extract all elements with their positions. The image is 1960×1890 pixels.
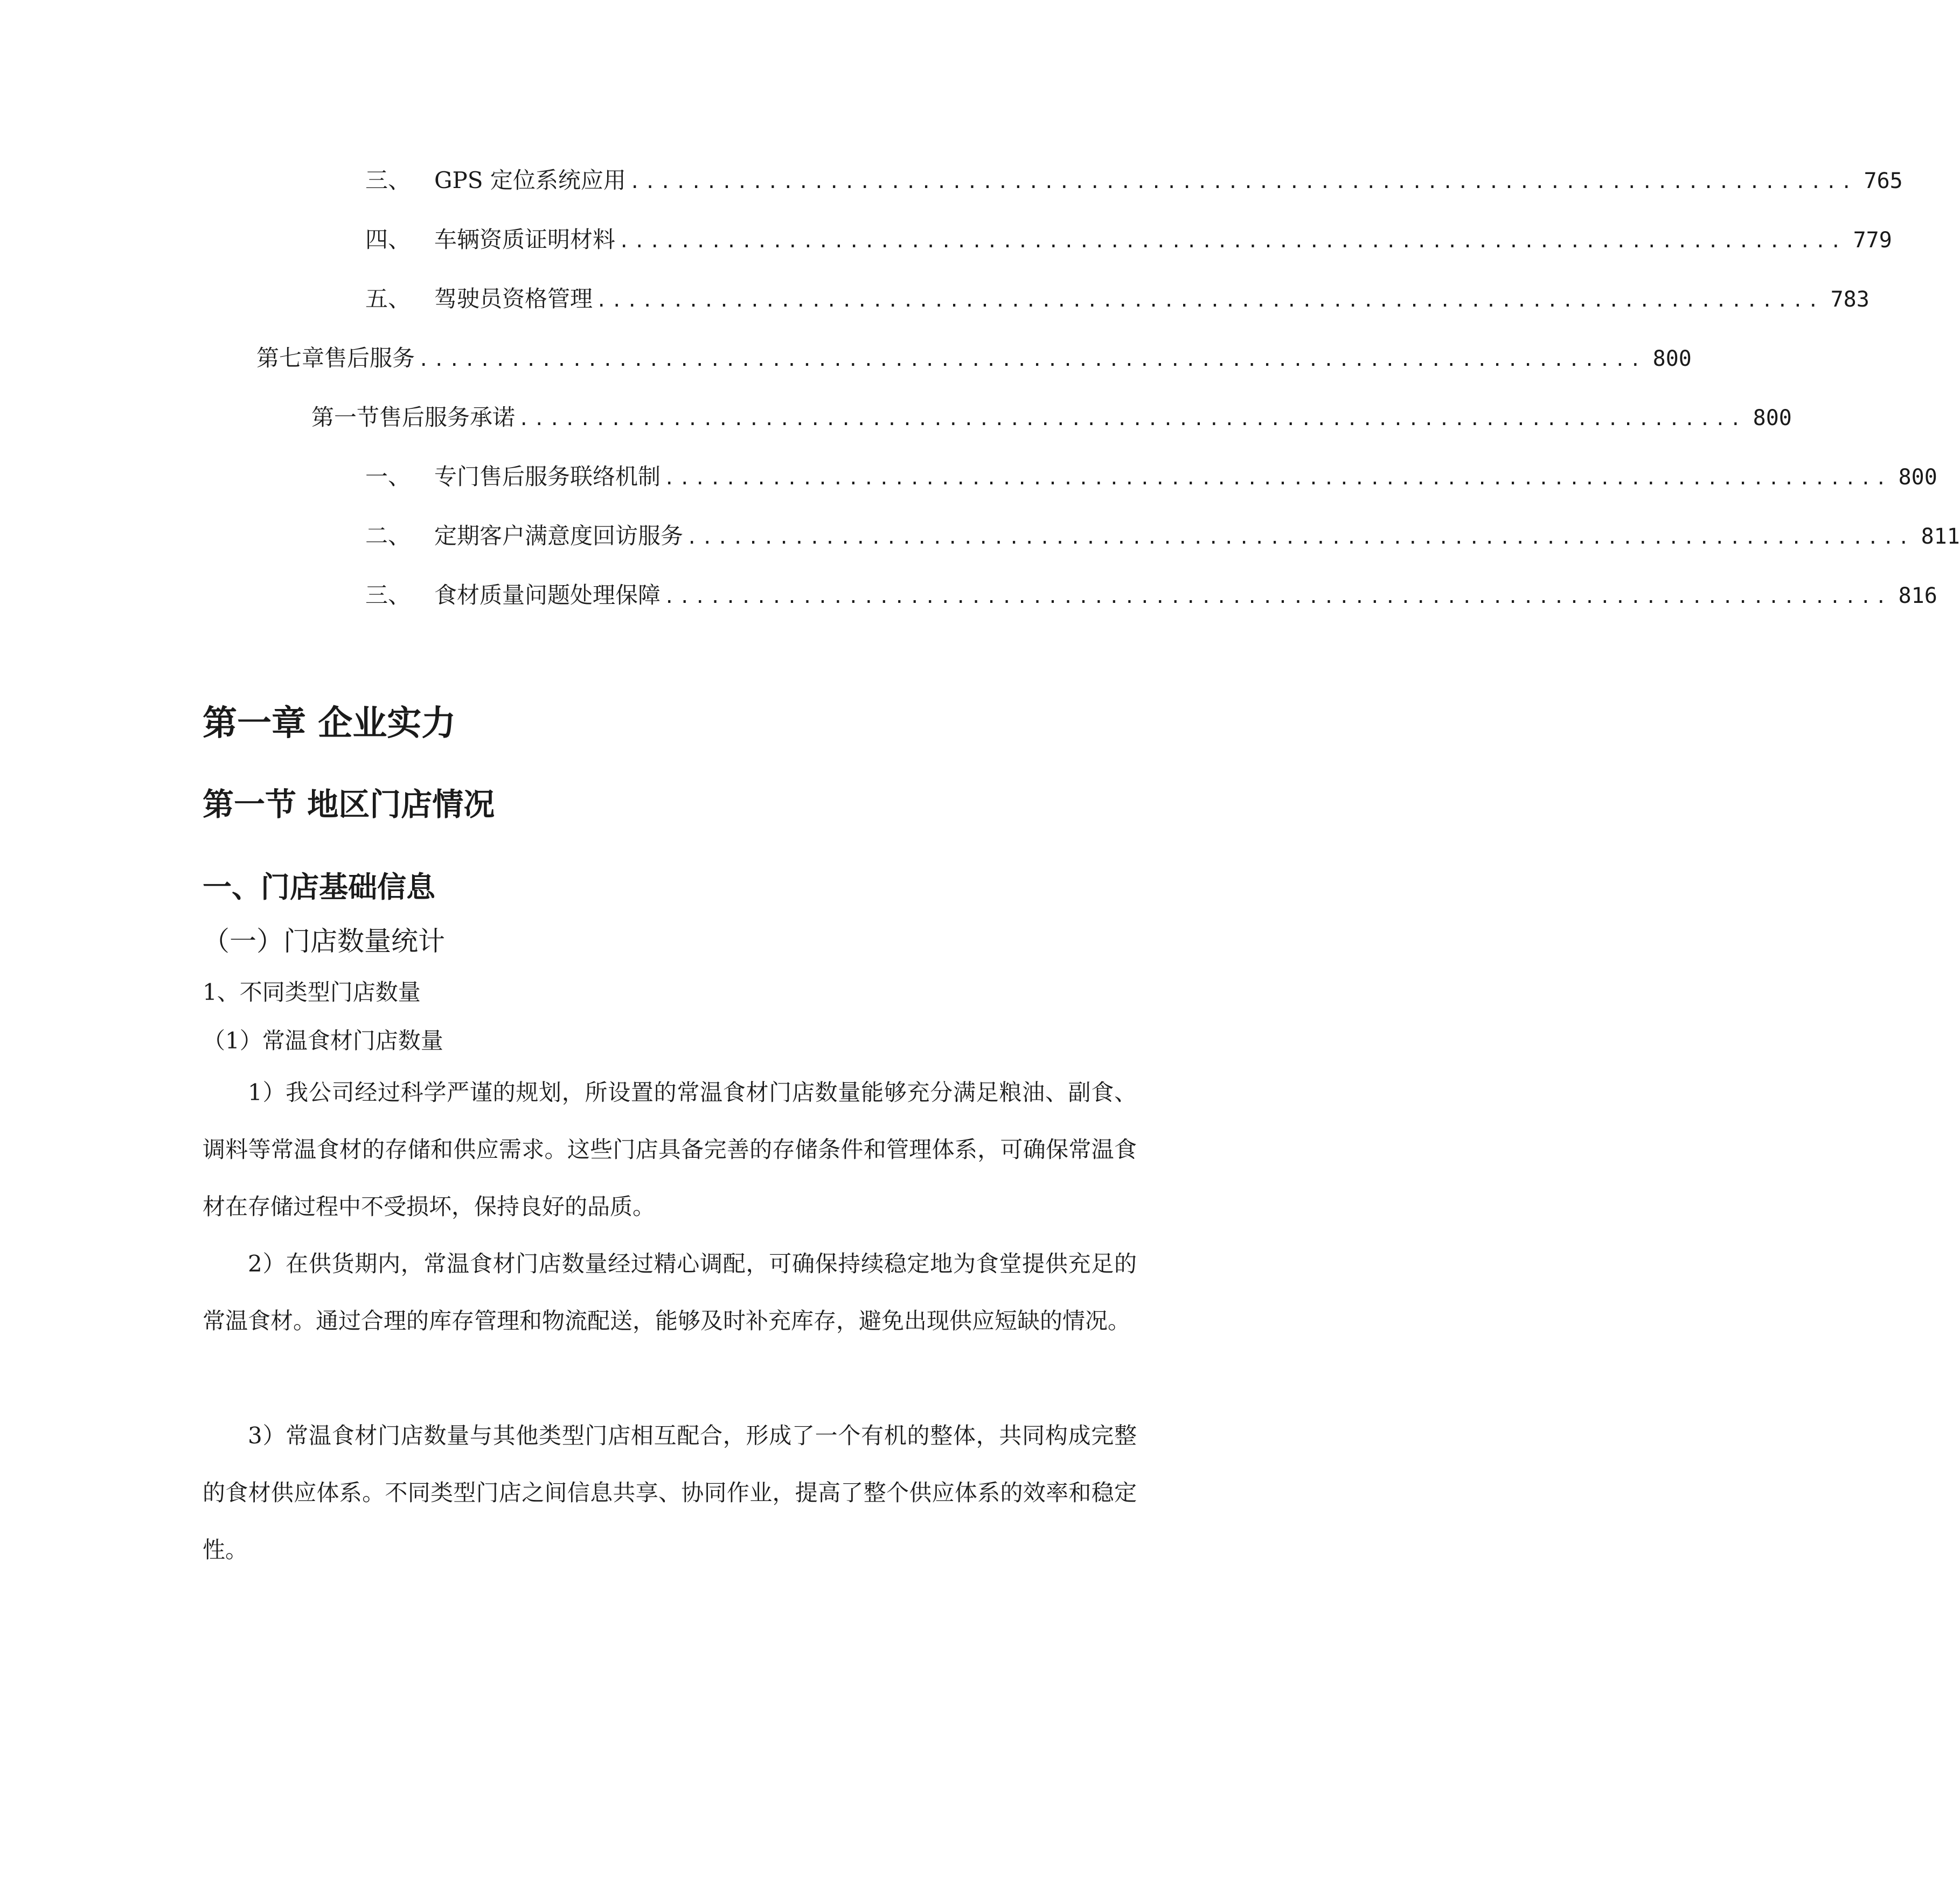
subsection-heading: 一、门店基础信息	[203, 870, 435, 904]
toc-entry[interactable]	[256, 339, 1692, 377]
toc-entry-title: 专门售后服务联络机制	[434, 463, 661, 490]
toc-entry-title: 车辆资质证明材料	[434, 226, 616, 253]
toc-entry-page: 779	[1853, 228, 1892, 253]
toc-entry-page: 800	[1652, 346, 1692, 371]
toc-entry-page: 800	[1753, 406, 1792, 430]
toc-entry[interactable]	[365, 576, 1937, 614]
toc-entry[interactable]	[365, 458, 1937, 496]
toc-entry-page: 765	[1864, 169, 1903, 193]
toc-dot-leader: ................................................................................	[629, 171, 1857, 193]
body-paragraph: 3）常温食材门店数量与其他类型门店相互配合，形成了一个有机的整体，共同构成完整的食材供应体系。不同类型门店之间信息共享、协同作业，提高了整个供应体系的效率和稳定性。	[203, 1422, 1137, 1563]
toc-entry-title: 定期客户满意度回访服务	[434, 523, 684, 549]
toc-entry[interactable]	[365, 280, 1869, 318]
toc-entry[interactable]	[365, 221, 1892, 259]
toc-entry-title: GPS 定位系统应用	[434, 167, 626, 193]
toc-dot-leader: ................................................................................	[418, 349, 1645, 371]
toc-dot-leader: ................................................................................	[618, 231, 1846, 252]
toc-entry[interactable]	[311, 399, 1792, 436]
toc-entry-number: 第七章	[256, 345, 325, 371]
toc-entry-page: 811	[1921, 524, 1960, 549]
toc-dot-leader: ................................................................................	[664, 586, 1891, 608]
toc-entry-title: 售后服务承诺	[379, 404, 516, 430]
toc-entry-number: 五、	[365, 286, 411, 312]
toc-entry-number: 第一节	[311, 404, 380, 430]
toc-entry-title: 售后服务	[324, 345, 415, 371]
toc-entry-page: 800	[1898, 465, 1937, 490]
toc-entry-page: 783	[1830, 287, 1869, 312]
body-paragraph: 1）我公司经过科学严谨的规划，所设置的常温食材门店数量能够充分满足粮油、副食、调料等常温食材的存储和供应需求。这些门店具备完善的存储条件和管理体系，可确保常温食材在存储过程中不受损坏，保持良好的品质。	[203, 1079, 1137, 1220]
item-heading: 1、不同类型门店数量	[203, 979, 421, 1005]
chapter-heading: 第一章 企业实力	[203, 704, 456, 744]
toc-entry-page: 816	[1898, 583, 1937, 608]
toc-entry-number: 三、	[365, 582, 411, 608]
toc-entry[interactable]	[365, 517, 1960, 555]
toc-dot-leader: ................................................................................	[596, 290, 1823, 311]
toc-entry-number: 一、	[365, 463, 411, 490]
toc-entry-number: 四、	[365, 226, 411, 253]
section-heading: 第一节 地区门店情况	[203, 786, 495, 823]
toc-dot-leader: ................................................................................	[686, 527, 1914, 548]
toc-dot-leader: ................................................................................	[664, 468, 1891, 489]
toc-entry-title: 食材质量问题处理保障	[434, 582, 661, 608]
sub-item-heading: （1）常温食材门店数量	[203, 1027, 443, 1054]
body-paragraph: 2）在供货期内，常温食材门店数量经过精心调配，可确保持续稳定地为食堂提供充足的常温食材。通过合理的库存管理和物流配送，能够及时补充库存，避免出现供应短缺的情况。	[203, 1250, 1137, 1334]
toc-entry-number: 二、	[365, 523, 411, 549]
toc-entry-number: 三、	[365, 167, 411, 193]
toc-entry-title: 驾驶员资格管理	[434, 286, 593, 312]
toc-entry[interactable]	[365, 162, 1903, 199]
sub-subsection-heading: （一）门店数量统计	[203, 926, 445, 957]
toc-dot-leader: ................................................................................	[518, 408, 1746, 430]
